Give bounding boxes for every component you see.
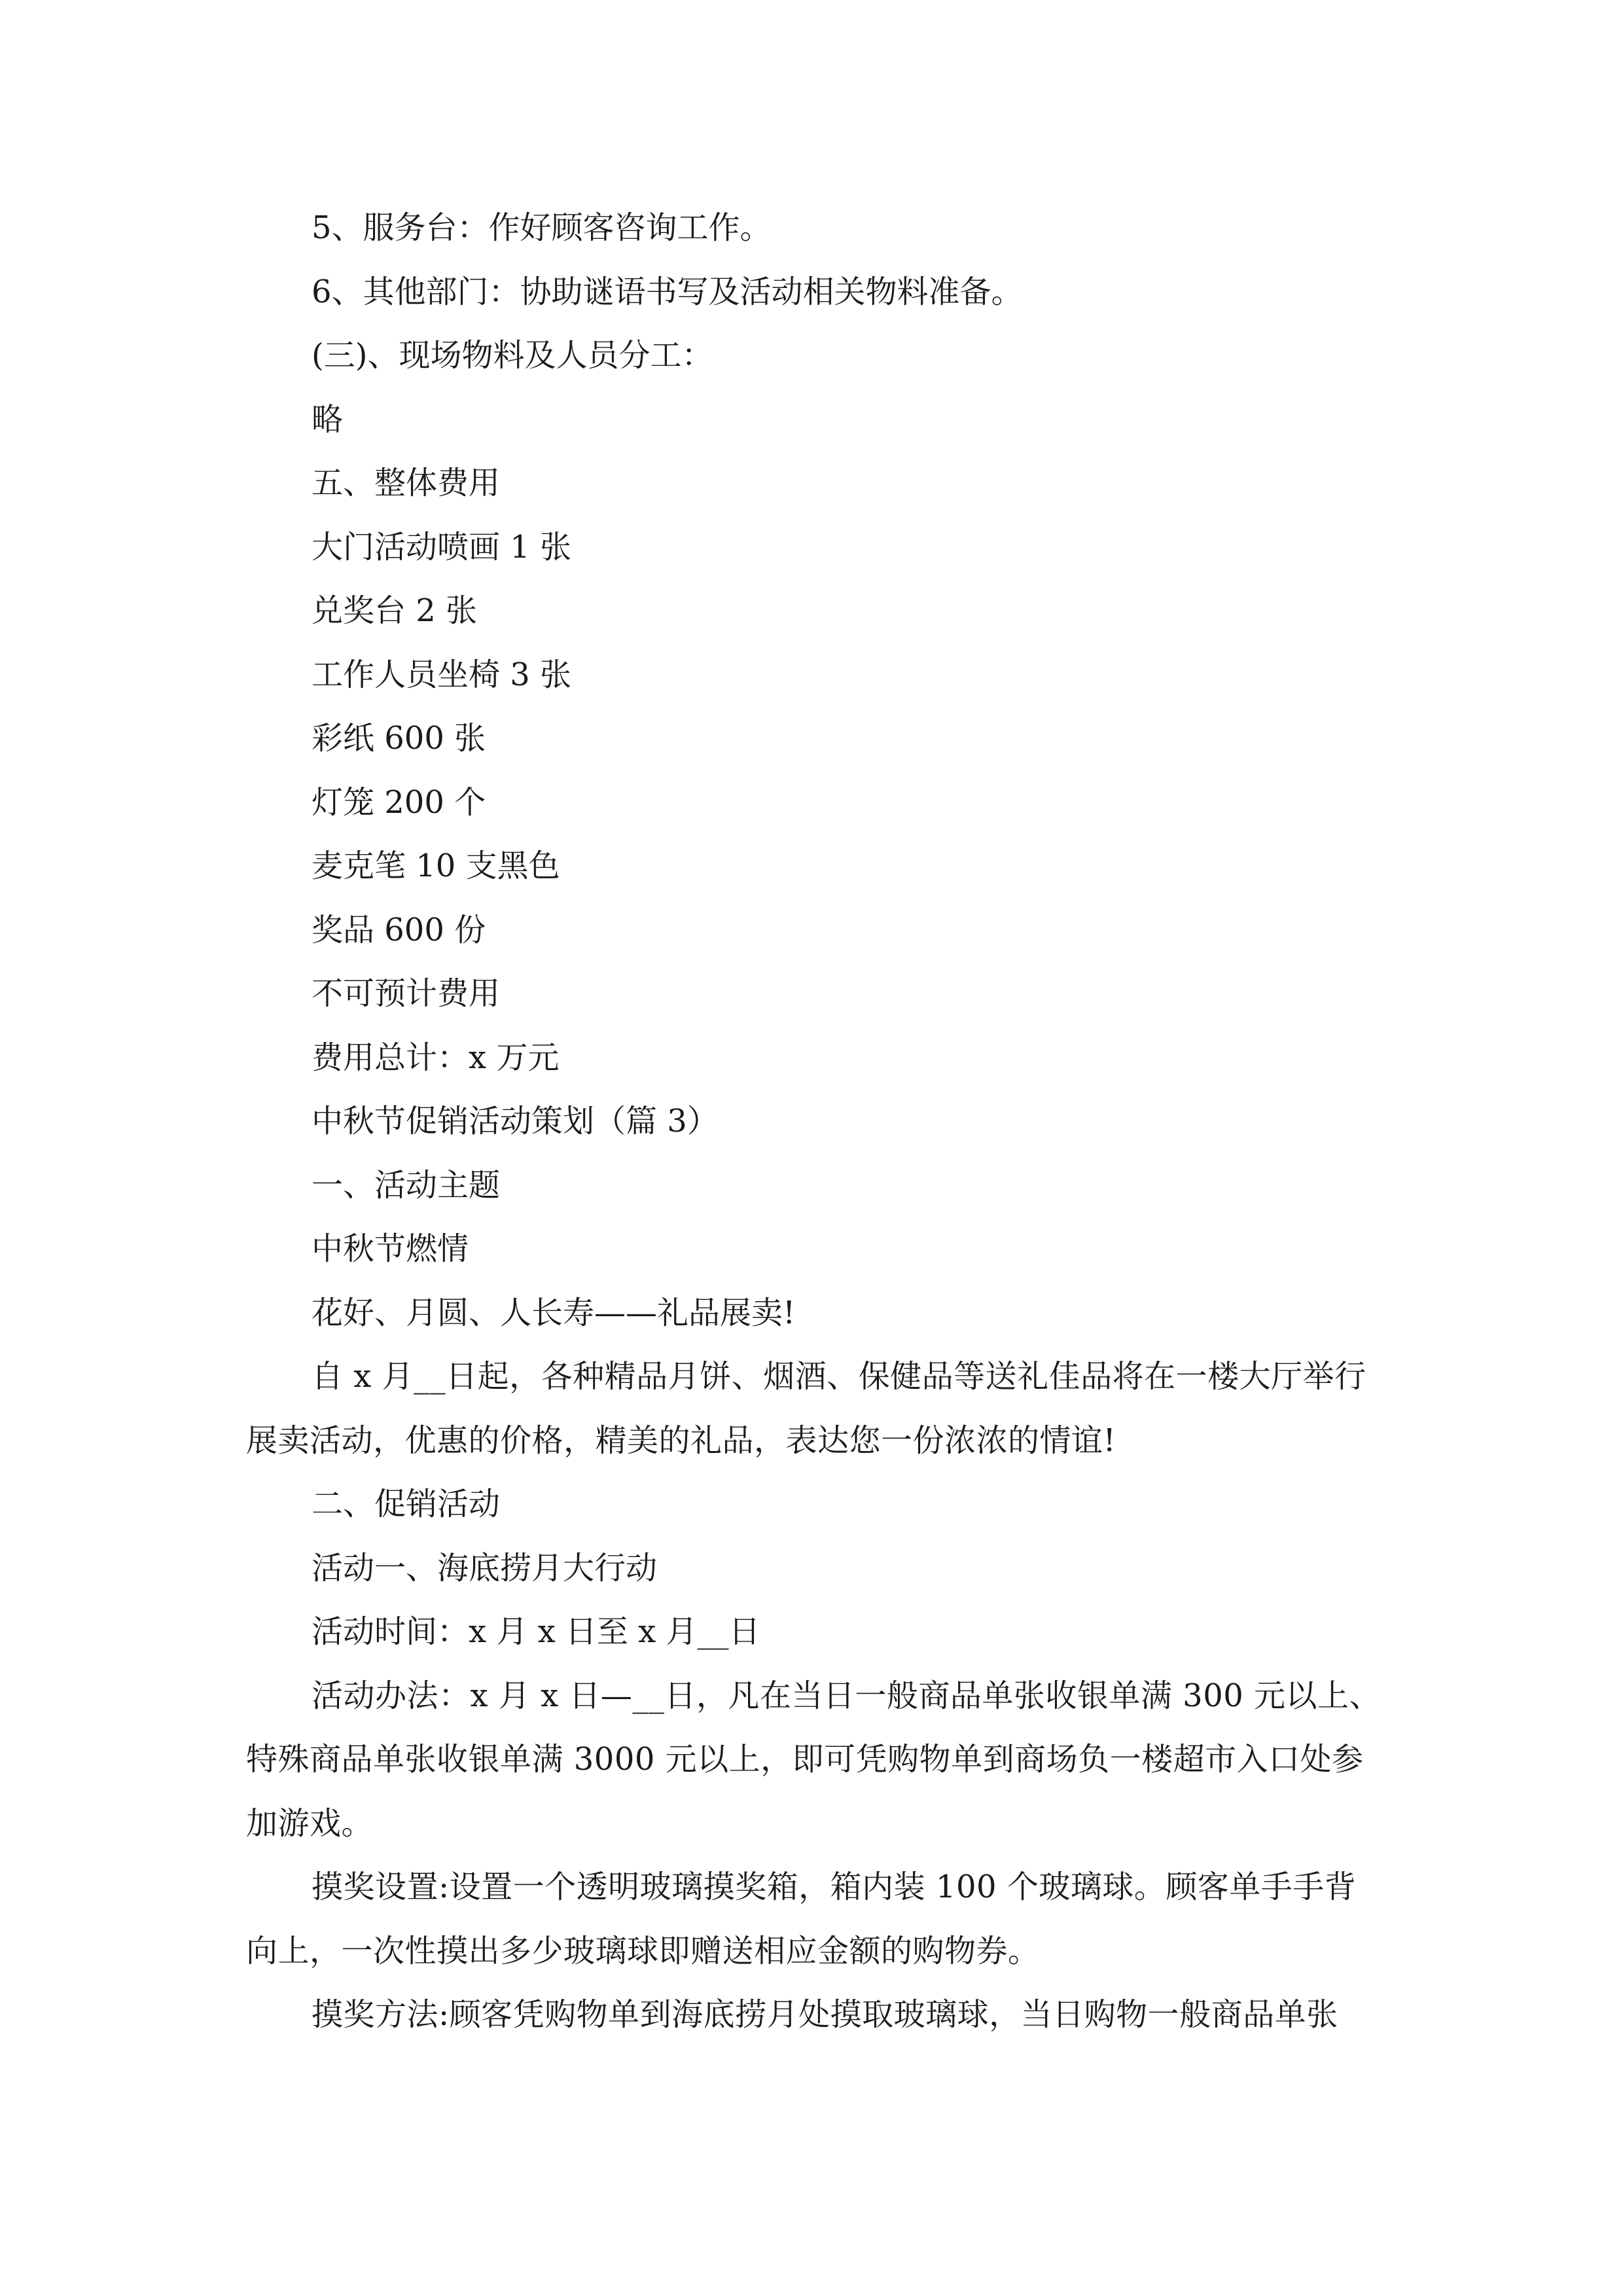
- cost-item-banner: 大门活动喷画 1 张: [312, 528, 572, 565]
- text-line-theme-2: 花好、月圆、人长寿——礼品展卖!: [312, 1294, 796, 1331]
- text-line-theme-1: 中秋节燃情: [312, 1230, 469, 1267]
- document-body: [246, 196, 1385, 2047]
- cost-total: 费用总计：x 万元: [312, 1039, 560, 1076]
- cost-item-prizes: 奖品 600 份: [312, 911, 486, 948]
- text-line-activity-time: 活动时间：x 月 x 日至 x 月__日: [312, 1613, 760, 1650]
- cost-item-colored-paper: 彩纸 600 张: [312, 720, 486, 757]
- cost-item-lanterns: 灯笼 200 个: [312, 783, 486, 821]
- text-line-service-desk: 5、服务台：作好顾客咨询工作。: [312, 209, 772, 246]
- cost-item-unforeseen: 不可预计费用: [312, 975, 501, 1012]
- heading-promotions: 二、促销活动: [312, 1486, 501, 1522]
- paragraph-prize-setup: 摸奖设置:设置一个透明玻璃摸奖箱，箱内装 100 个玻璃球。顾客单手手背向上，一次性摸出多少玻璃球即赠送相应金额的购物券。: [246, 1869, 1357, 1969]
- cost-item-prize-desk: 兑奖台 2 张: [312, 592, 478, 629]
- article-title-part-3: 中秋节促销活动策划（篇 3）: [312, 1103, 719, 1139]
- heading-activity-theme: 一、活动主题: [312, 1166, 501, 1204]
- paragraph-prize-method: 摸奖方法:顾客凭购物单到海底捞月处摸取玻璃球，当日购物一般商品单张: [312, 1996, 1338, 2033]
- text-line-other-departments: 6、其他部门：协助谜语书写及活动相关物料准备。: [312, 273, 1023, 310]
- cost-item-markers: 麦克笔 10 支黑色: [312, 848, 560, 884]
- text-line-section-materials: (三)、现场物料及人员分工：: [312, 337, 713, 374]
- cost-item-staff-chairs: 工作人员坐椅 3 张: [312, 656, 572, 693]
- heading-activity-one: 活动一、海底捞月大行动: [312, 1549, 658, 1587]
- paragraph-gift-exhibition: 自 x 月__日起，各种精品月饼、烟酒、保健品等送礼佳品将在一楼大厅举行展卖活动，优惠的价格，精美的礼品，表达您一份浓浓的情谊!: [246, 1358, 1366, 1459]
- heading-overall-cost: 五、整体费用: [312, 465, 501, 501]
- text-line-omitted: 略: [312, 401, 344, 438]
- paragraph-activity-method: 活动办法：x 月 x 日—__日，凡在当日一般商品单张收银单满 300 元以上、特殊商品单张收银单满 3000 元以上，即可凭购物单到商场负一楼超市入口处参加游戏。: [246, 1677, 1382, 1842]
